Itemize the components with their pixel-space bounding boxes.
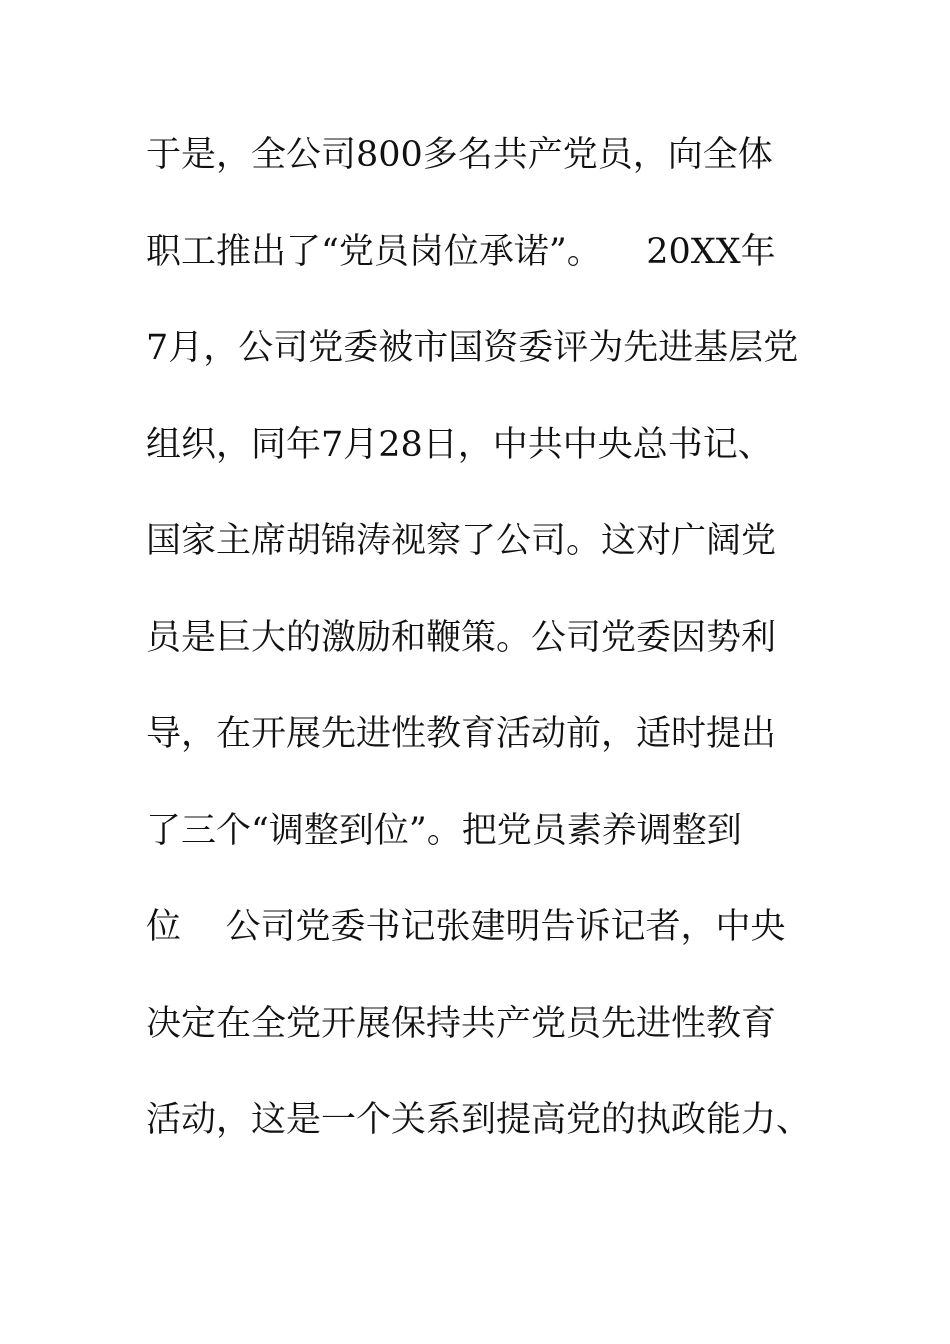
text-line-7: 导，在开展先进性教育活动前，适时提出 [146, 714, 777, 754]
text-line-6: 员是巨大的激励和鞭策。公司党委因势利 [146, 617, 777, 658]
text-line-8: 了三个“调整到位”。把党员素养调整到 [146, 810, 742, 851]
text-line-1: 于是，全公司800多名共产党员，向全体 [146, 135, 773, 175]
text-line-4: 组织，同年7月28日，中共中央总书记、 [146, 424, 773, 465]
text-line-11: 活动，这是一个关系到提高党的执政能力、 [146, 1100, 812, 1140]
text-line-5: 国家主席胡锦涛视察了公司。这对广阔党 [146, 521, 777, 561]
text-line-2: 职工推出了“党员岗位承诺”。 20XX年 [146, 231, 776, 272]
text-line-3: 7月，公司党委被市国资委评为先进基层党 [146, 328, 799, 368]
body-text [146, 126, 826, 1188]
text-line-9: 位 公司党委书记张建明告诉记者，中央 [146, 907, 786, 947]
text-line-10: 决定在全党开展保持共产党员先进性教育 [146, 1003, 777, 1044]
